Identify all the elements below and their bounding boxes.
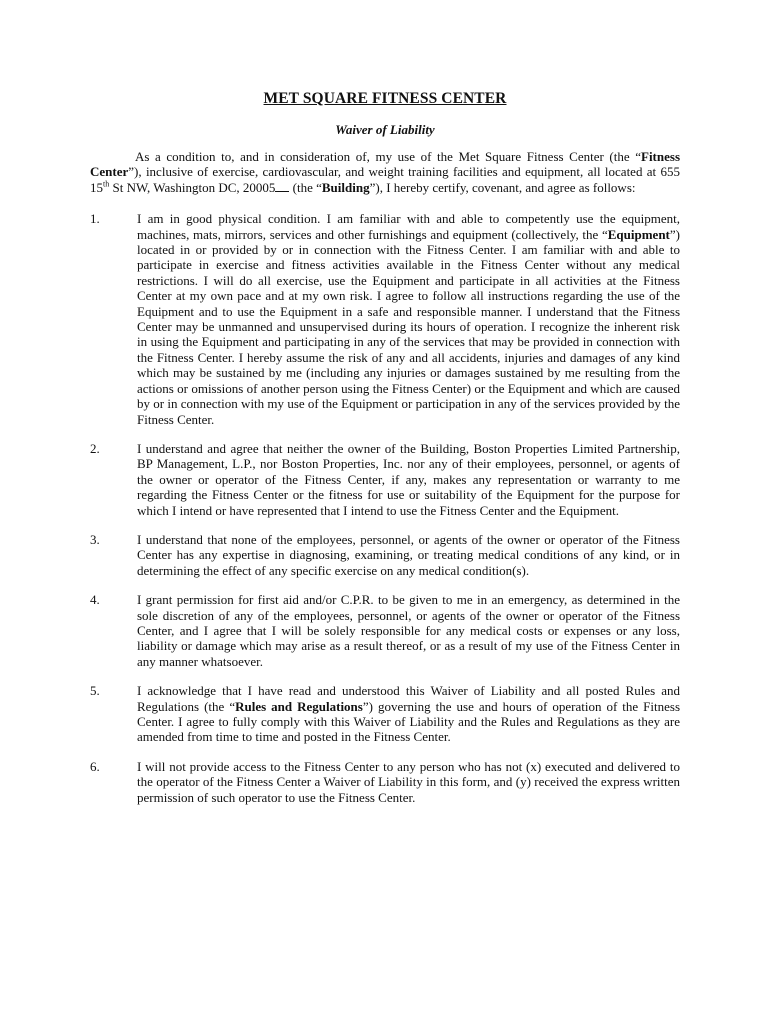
list-item-3	[90, 532, 680, 578]
item-number: 2.	[90, 440, 100, 456]
document-subtitle: Waiver of Liability	[335, 122, 435, 137]
item-text-part: ”) governing the use and hours of operation of the Fitness Center. I agree to fully comply with this Waiver of Liability and the Rules and Regulations as they are amended from time to time and posted in the Fitness Center.	[137, 698, 680, 745]
intro-text-5: ”), I hereby certify, covenant, and agree as follows:	[369, 179, 636, 195]
intro-text-4: (the “	[289, 179, 322, 195]
list-item-5	[90, 683, 680, 745]
item-text-part: ”) located in or provided by or in connection with the Fitness Center. I am familiar with and able to participate in exercise and fitness activities available in the Fitness Center without any medical restrictions. I will do all exercise, use the Equipment and participate in all activities at the Fitness Center at my own pace and at my own risk. I agree to follow all instructions regarding the use of the Equipment and to use the Equipment in a safe and responsible manner. I understand that the Fitness Center may be unmanned and unsupervised during its hours of operation. I recognize the inherent risk in using the Equipment and participating in any of the services that may be provided in connection with the Fitness Center. I hereby assume the risk of any and all accidents, injuries and damages of any kind which may be sustained by me (including any injuries or damages sustained by me resulting from the actions or omissions of another person using the Fitness Center) or the Equipment and which are caused by or in connection with my use of the Equipment or participation in any of the services provided by the Fitness Center.	[137, 226, 680, 427]
item-number: 3.	[90, 531, 100, 547]
waiver-document	[90, 90, 680, 819]
item-number: 5.	[90, 683, 100, 699]
item-text: I will not provide access to the Fitness Center to any person who has not (x) executed and delivered to the operator of the Fitness Center a Waiver of Liability in this form, and (y) received the express written permission of such operator to use the Fitness Center.	[137, 758, 680, 805]
list-item-2	[90, 441, 680, 518]
item-text-part: I acknowledge that I have read and understood this Waiver of Liability and all posted Rules and Regulations (the “	[137, 683, 680, 714]
underline-blank	[275, 180, 289, 192]
list-item-4	[90, 592, 680, 669]
equipment-term: Equipment	[607, 226, 670, 242]
item-number: 1.	[90, 211, 100, 227]
list-item-6	[90, 759, 680, 805]
intro-text-2: ”), inclusive of exercise, cardiovascular, and weight training facilities and equipment, all located at 655 15	[90, 164, 680, 195]
item-text	[137, 211, 680, 427]
ordinal-superscript: th	[103, 179, 110, 189]
rules-and-regulations-term: Rules and Regulations	[235, 698, 363, 714]
intro-text-1: As a condition to, and in consideration of, my use of the Met Square Fitness Center (the “	[135, 149, 641, 164]
intro-text-3: St NW, Washington DC, 20005	[109, 179, 276, 195]
building-term: Building	[321, 179, 370, 195]
item-text: I understand and agree that neither the owner of the Building, Boston Properties Limited Partnership, BP Management, L.P., nor Boston Properties, Inc. nor any of their employees, personnel, or agents of the owner or operator of the Fitness Center, if any, makes any representation or warranty to me regarding the Fitness Center or the fitness for use or suitability of the Equipment for the purpose for which I intend or have represented that I intend to use the Fitness Center and the Equipment.	[137, 440, 680, 518]
document-title: MET SQUARE FITNESS CENTER	[263, 90, 507, 107]
item-text-part: I am in good physical condition. I am familiar with and able to competently use the equipment, machines, mats, mirrors, services and other furnishings and equipment (collectively, the “	[137, 211, 680, 242]
item-text: I understand that none of the employees, personnel, or agents of the owner or operator of the Fitness Center has any expertise in diagnosing, examining, or treating medical conditions of any kind, or in determining the effect of any specific exercise on any medical condition(s).	[137, 531, 680, 578]
item-number: 4.	[90, 592, 100, 608]
item-number: 6.	[90, 758, 100, 774]
list-item-1	[90, 211, 680, 427]
fitness-center-term: Fitness Center	[90, 149, 680, 180]
item-text	[137, 683, 680, 745]
item-text: I grant permission for first aid and/or C.P.R. to be given to me in an emergency, as determined in the sole discretion of any of the employees, personnel, or agents of the owner or operator of the Fitness Center, and I agree that I will be solely responsible for any medical costs or expenses or any loss, liability or damage which may arise as a result thereof, or as a result of my use of the Fitness Center in any manner whatsoever.	[137, 592, 680, 669]
intro-paragraph	[90, 149, 680, 195]
